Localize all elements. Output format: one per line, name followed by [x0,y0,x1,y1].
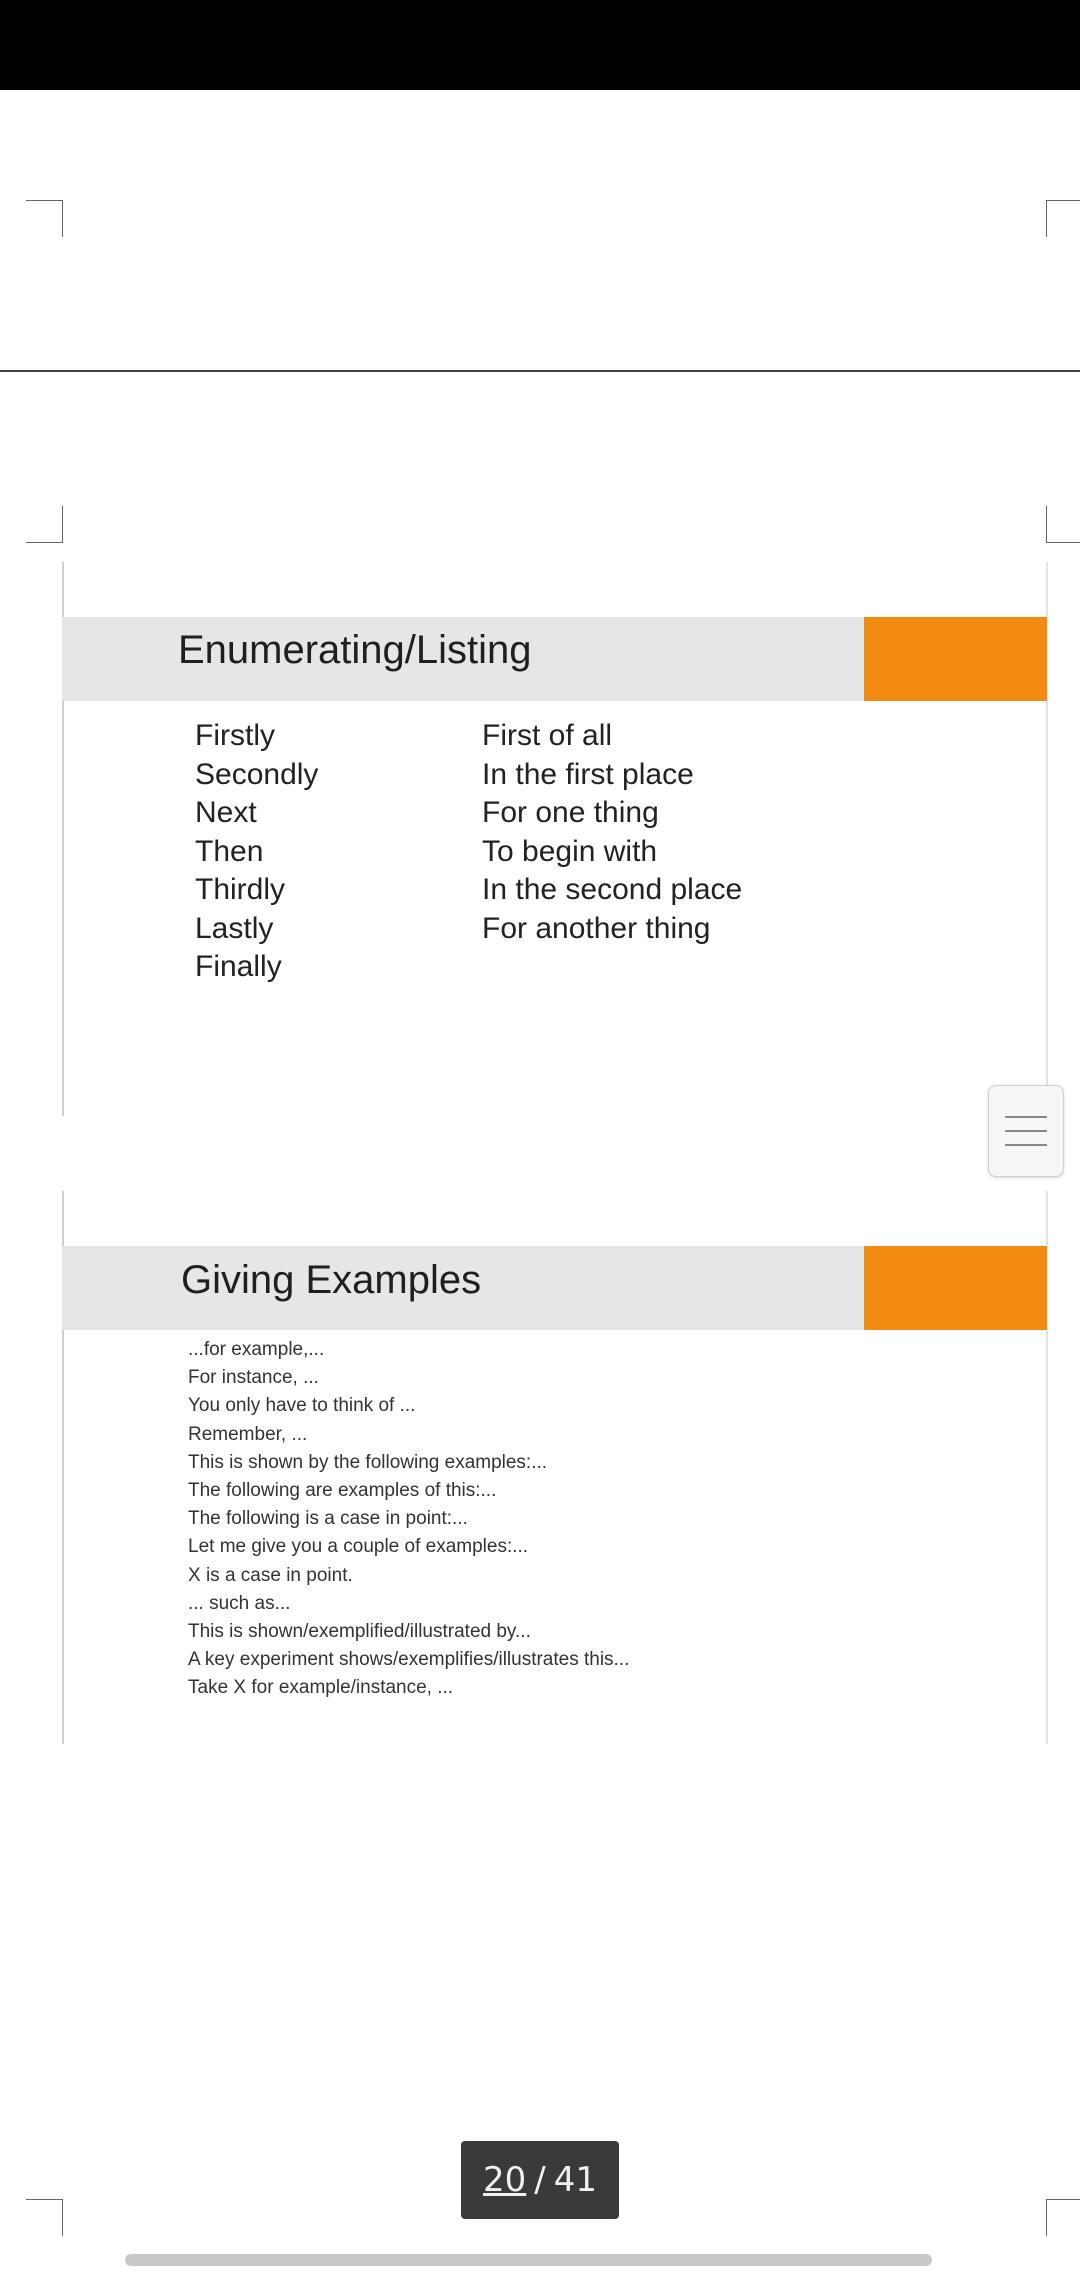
page-separator: / [534,2160,546,2200]
status-bar [0,0,1080,90]
list-item: In the first place [482,757,694,791]
list-item: You only have to think of ... [188,1395,416,1417]
list-item: Secondly [195,757,319,791]
total-pages: 41 [553,2160,597,2200]
list-item: Then [195,834,264,868]
list-column-left [195,717,318,987]
list-item: Firstly [195,719,275,752]
list-item: This is shown by the following examples:... [188,1451,548,1473]
list-item: To begin with [482,834,658,868]
list-item: First of all [482,719,613,752]
horizontal-scrollbar[interactable] [125,2254,932,2266]
accent-block [864,617,1047,701]
list-item: For one thing [482,796,659,829]
list-item: Take X for example/instance, ... [188,1677,454,1699]
list-item: ...for example,... [188,1339,325,1360]
list-column-right [482,717,742,948]
list-item: Finally [195,950,282,983]
accent-block [864,1246,1047,1330]
list-item: The following are examples of this:... [188,1479,497,1501]
list-item: For instance, ... [188,1367,319,1389]
slide-title: Giving Examples [181,1258,482,1302]
crop-mark [1046,2199,1080,2236]
list-item: For another thing [482,911,711,945]
list-item: Remember, ... [188,1423,308,1445]
examples-list [188,1336,629,1702]
list-item: Let me give you a couple of examples:... [188,1536,529,1558]
list-item: X is a case in point. [188,1564,353,1586]
current-page: 20 [483,2160,527,2200]
list-item: A key experiment shows/exemplifies/illustrates this... [188,1649,630,1671]
list-item: The following is a case in point:... [188,1508,468,1530]
page-indicator [461,2141,619,2219]
crop-mark [26,200,63,237]
crop-mark [26,2199,63,2236]
crop-mark [1046,506,1080,543]
page-divider [0,370,1080,372]
list-item: Lastly [195,911,274,945]
list-item: ... such as... [188,1592,291,1614]
list-item: Next [195,796,257,829]
list-item: In the second place [482,873,743,906]
crop-mark [1046,200,1080,237]
crop-mark [26,506,63,543]
hamburger-menu-icon [1005,1116,1047,1146]
slide-title: Enumerating/Listing [178,628,532,672]
menu-button[interactable] [988,1085,1064,1177]
list-item: Thirdly [195,873,286,906]
list-item: This is shown/exemplified/illustrated by... [188,1620,531,1642]
